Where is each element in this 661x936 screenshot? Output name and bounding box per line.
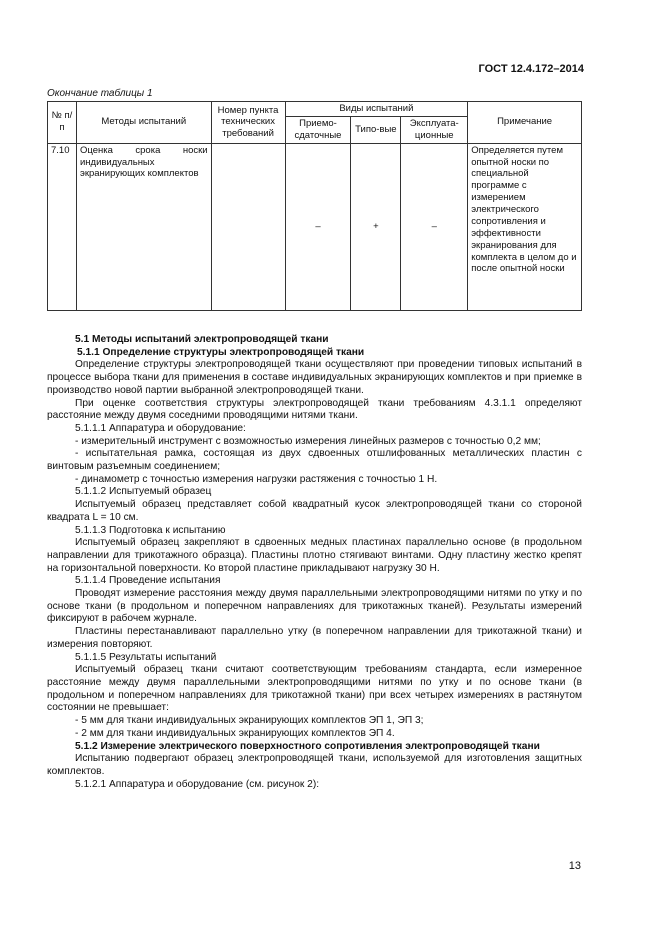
paragraph: Испытуемый образец представляет собой квадратный кусок электропроводящей ткани со стороной квадрата L = 10 см.	[47, 499, 582, 523]
header-clause: Номер пункта технических требований	[211, 102, 285, 144]
test-types-table	[47, 101, 582, 311]
row-method: Оценка срока носки индивидуальных экранирующих комплектов	[76, 143, 211, 310]
paragraph: Пластины перестанавливают параллельно утку (в поперечном направлении для трикотажной ткани) и измерения повторяют.	[47, 626, 582, 650]
header-methods: Методы испытаний	[76, 102, 211, 144]
list-item: - испытательная рамка, состоящая из двух сдвоенных отшлифованных металлических пластин с винтовым разъемным соединением;	[47, 448, 582, 473]
paragraph: Испытуемый образец закрепляют в сдвоенных медных пластинах параллельно основе (в продольном направлении для трикотажного образца). Пластины плотно стягивают винтами. Одну пластину жестко крепят на горизонтальной поверхности. Ко второй пластине прикладывают нагрузку 30 Н.	[47, 537, 582, 574]
row-type: +	[351, 143, 401, 310]
body-text	[47, 334, 582, 791]
list-item: - 5 мм для ткани индивидуальных экранирующих комплектов ЭП 1, ЭП 3;	[75, 715, 424, 727]
subsection-5-1-1-4: 5.1.1.4 Проведение испытания	[75, 575, 221, 587]
row-note: Определяется путем опытной носки по специальной программе с измерением электрического сопротивления и эффективности экранирования для комплекта в целом до и после опытной носки	[468, 143, 582, 310]
page-number: 13	[568, 860, 581, 872]
list-item: - 2 мм для ткани индивидуальных экранирующих комплектов ЭП 4.	[75, 727, 395, 739]
paragraph: При оценке соответствия структуры электропроводящей ткани требованиям 4.3.1.1 определяют расстояние между двумя соседними проводящими нитями ткани.	[47, 397, 582, 422]
subsection-5-1-1-3: 5.1.1.3 Подготовка к испытанию	[75, 524, 226, 536]
heading-5-1: 5.1 Методы испытаний электропроводящей ткани	[75, 334, 329, 345]
subsection-5-1-1-1: 5.1.1.1 Аппаратура и оборудование:	[75, 422, 246, 434]
header-note: Примечание	[468, 102, 582, 144]
subsection-5-1-1-2: 5.1.1.2 Испытуемый образец	[75, 486, 212, 498]
row-clause	[211, 143, 285, 310]
heading-5-1-1: 5.1.1 Определение структуры электропроводящей ткани	[77, 346, 365, 358]
header-acceptance: Приемо-сдаточные	[285, 116, 351, 143]
row-acceptance: –	[285, 143, 351, 310]
paragraph: Определение структуры электропроводящей ткани осуществляют при проведении типовых испытаний в процессе выбора ткани для применения в составе индивидуальных экранирующих комплектов и при приемке в производство новой партии выбранной электропроводящей ткани.	[47, 359, 582, 396]
header-test-types: Виды испытаний	[285, 102, 468, 117]
header-type: Типо-вые	[351, 116, 401, 143]
paragraph: Проводят измерение расстояния между двумя параллельными электропроводящими нитями по утку и по основе ткани (в продольном и поперечном направлениях для трикотажных тканей). Результаты измерений фиксируют в рабочем журнале.	[47, 588, 582, 625]
table-caption: Окончание таблицы 1	[47, 88, 153, 99]
subsection-5-1-1-5: 5.1.1.5 Результаты испытаний	[75, 651, 217, 663]
list-item: - динамометр с точностью измерения нагрузки растяжения с точностью 1 Н.	[75, 473, 438, 485]
paragraph: Испытуемый образец ткани считают соответствующим требованиям стандарта, если измеренное расстояние между двумя параллельными электропроводящими нитями по утку и по основе ткани (в продольном и поперечном направлениях для трикотажной ткани) при всех четырех измерениях в растянутом состоянии не превышает:	[47, 664, 582, 714]
header-num: № п/п	[48, 102, 77, 144]
header-operational: Эксплуата-ционные	[401, 116, 468, 143]
document-code: ГОСТ 12.4.172–2014	[478, 63, 584, 75]
row-num: 7.10	[48, 143, 77, 310]
heading-5-1-2: 5.1.2 Измерение электрического поверхностного сопротивления электропроводящей ткани	[75, 740, 540, 752]
list-item: - измерительный инструмент с возможностью измерения линейных размеров с точностью 0,2 мм;	[75, 435, 541, 447]
table-row	[48, 143, 582, 310]
paragraph: Испытанию подвергают образец электропроводящей ткани, используемой для изготовления защитных комплектов.	[47, 753, 582, 777]
subsection-5-1-2-1: 5.1.2.1 Аппаратура и оборудование (см. рисунок 2):	[75, 778, 320, 790]
row-operational: –	[401, 143, 468, 310]
